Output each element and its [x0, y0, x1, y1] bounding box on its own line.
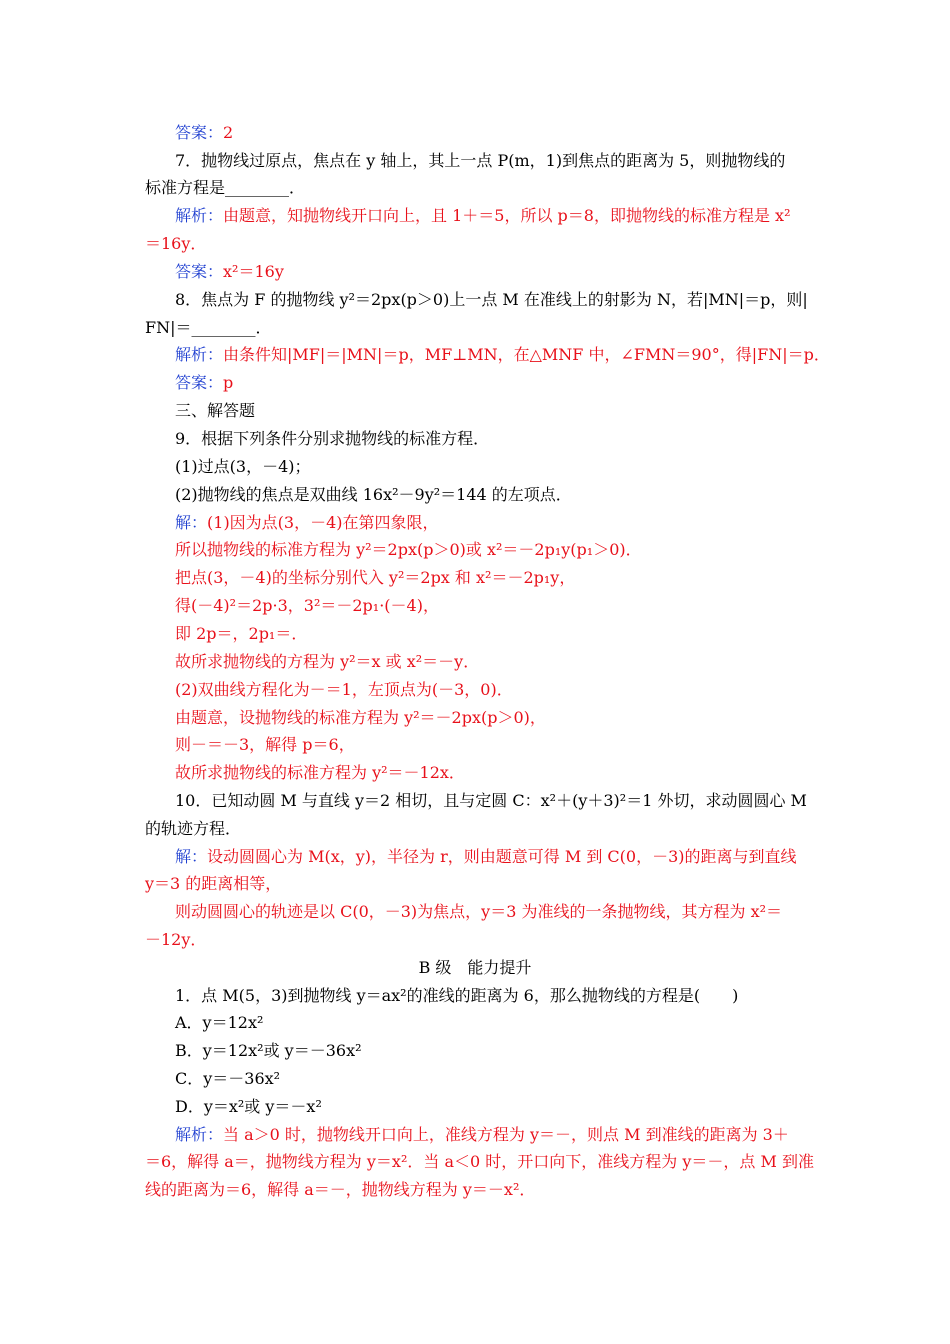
label-text: 解析： [175, 206, 224, 225]
body-text: 由条件知|MF|＝|MN|＝p，MF⊥MN，在△MNF 中，∠FMN＝90°，得|FN|＝p． [223, 345, 830, 364]
text-line-ans7 [175, 262, 284, 282]
text-line-ans6 [175, 123, 233, 143]
text-line-sec3 [175, 401, 255, 421]
body-text: y＝3 的距离相等， [145, 874, 282, 893]
text-line-sol7b [145, 234, 206, 254]
text-line-s9e [175, 624, 307, 644]
body-text: p [223, 373, 234, 392]
body-text: 故所求抛物线的方程为 y²＝x 或 x²＝－y． [175, 652, 480, 671]
text-line-sb1c [145, 1180, 535, 1200]
text-line-s9h [175, 708, 546, 728]
label-text: 答案： [175, 373, 224, 392]
body-text: 线的距离为＝6，解得 a＝－，抛物线方程为 y＝－x²． [145, 1180, 536, 1199]
body-text: 9．根据下列条件分别求抛物线的标准方程． [175, 429, 490, 448]
text-line-b1C [175, 1069, 280, 1089]
text-line-sb1b [145, 1152, 814, 1172]
text-line-b1B [175, 1041, 362, 1061]
text-line-q9-1 [175, 457, 311, 477]
body-text: 三、解答题 [175, 401, 256, 420]
text-line-b1D [175, 1097, 322, 1117]
text-line-s9g [175, 680, 513, 700]
text-line-q10a [175, 791, 807, 811]
body-text: 8．焦点为 F 的抛物线 y²＝2px(p＞0)上一点 M 在准线上的射影为 N，若|MN|＝p，则| [175, 290, 808, 309]
body-text: B 级 能力提升 [418, 958, 532, 977]
body-text: 当 a＞0 时，抛物线开口向上，准线方程为 y＝－，则点 M 到准线的距离为 3＋ [223, 1125, 789, 1144]
text-line-s9d [175, 596, 439, 616]
body-text: (1)过点(3，－4)； [175, 457, 311, 476]
text-line-sol7a [175, 206, 791, 226]
text-line-s10a [175, 847, 797, 867]
body-text: 10．已知动圆 M 与直线 y＝2 相切，且与定圆 C：x²＋(y＋3)²＝1 外切，求动圆圆心 M [175, 791, 807, 810]
text-line-s9a [175, 513, 439, 533]
body-text: B．y＝12x²或 y＝－36x² [175, 1041, 362, 1060]
text-line-q9 [175, 429, 489, 449]
body-text: 由题意，设抛物线的标准方程为 y²＝－2px(p＞0)， [175, 708, 546, 727]
text-line-s9i [175, 735, 355, 755]
text-line-q7b [145, 178, 305, 198]
body-text: D．y＝x²或 y＝－x² [175, 1097, 322, 1116]
text-line-b1 [175, 986, 738, 1006]
body-text: 2 [223, 123, 234, 142]
body-text: ＝6，解得 a＝，抛物线方程为 y＝x²．当 a＜0 时，开口向下，准线方程为 y＝－，点 M 到准 [145, 1152, 814, 1171]
label-text: 解析： [175, 345, 224, 364]
body-text: 设动圆圆心为 M(x，y)，半径为 r，则由题意可得 M 到 C(0，－3)的距离与到直线 [207, 847, 797, 866]
text-line-s10d [145, 930, 206, 950]
text-line-s9b [175, 540, 642, 560]
label-text: 答案： [175, 123, 224, 142]
body-text: 所以抛物线的标准方程为 y²＝2px(p＞0)或 x²＝－2p₁y(p₁＞0)． [175, 540, 642, 559]
text-line-q9-2 [175, 485, 572, 505]
body-text: 即 2p＝，2p₁＝． [175, 624, 308, 643]
body-text: C．y＝－36x² [175, 1069, 281, 1088]
text-line-secB [0, 958, 950, 978]
text-line-s9j [175, 763, 465, 783]
text-line-s10c [175, 902, 782, 922]
text-line-q7a [175, 151, 785, 171]
body-text: 则－＝－3，解得 p＝6， [175, 735, 355, 754]
body-text: 1．点 M(5，3)到抛物线 y＝ax²的准线的距离为 6，那么抛物线的方程是( ) [175, 986, 739, 1005]
body-text: (2)抛物线的焦点是双曲线 16x²－9y²＝144 的左项点． [175, 485, 572, 504]
body-text: －12y． [145, 930, 207, 949]
text-line-sb1a [175, 1125, 789, 1145]
body-text: 7．抛物线过原点，焦点在 y 轴上，其上一点 P(m，1)到焦点的距离为 5，则抛物线的 [175, 151, 786, 170]
text-line-b1A [175, 1013, 263, 1033]
text-line-s9c [175, 568, 575, 588]
body-text: 故所求抛物线的标准方程为 y²＝－12x． [175, 763, 465, 782]
body-text: 标准方程是________． [145, 178, 306, 197]
body-text: 得(－4)²＝2p·3，3²＝－2p₁·(－4)， [175, 596, 439, 615]
text-line-ans8 [175, 373, 233, 393]
text-line-q8a [175, 290, 808, 310]
label-text: 解： [175, 847, 208, 866]
body-text: (1)因为点(3，－4)在第四象限， [207, 513, 439, 532]
body-text: 由题意，知抛物线开口向上，且 1＋＝5，所以 p＝8，即抛物线的标准方程是 x² [223, 206, 791, 225]
text-line-q8b [145, 318, 272, 338]
body-text: ＝16y． [145, 234, 207, 253]
body-text: x²＝16y [223, 262, 284, 281]
label-text: 解： [175, 513, 208, 532]
body-text: FN|＝________． [145, 318, 272, 337]
text-line-q10b [145, 819, 241, 839]
body-text: 把点(3，－4)的坐标分别代入 y²＝2px 和 x²＝－2p₁y， [175, 568, 576, 587]
body-text: 的轨迹方程． [145, 819, 242, 838]
body-text: 则动圆圆心的轨迹是以 C(0，－3)为焦点，y＝3 为准线的一条抛物线，其方程为 x²＝ [175, 902, 783, 921]
text-line-sol8 [175, 345, 830, 365]
text-line-s9f [175, 652, 479, 672]
body-text: A．y＝12x² [175, 1013, 264, 1032]
label-text: 解析： [175, 1125, 224, 1144]
body-text: (2)双曲线方程化为－＝1，左顶点为(－3，0)． [175, 680, 513, 699]
text-line-s10b [145, 874, 281, 894]
label-text: 答案： [175, 262, 224, 281]
